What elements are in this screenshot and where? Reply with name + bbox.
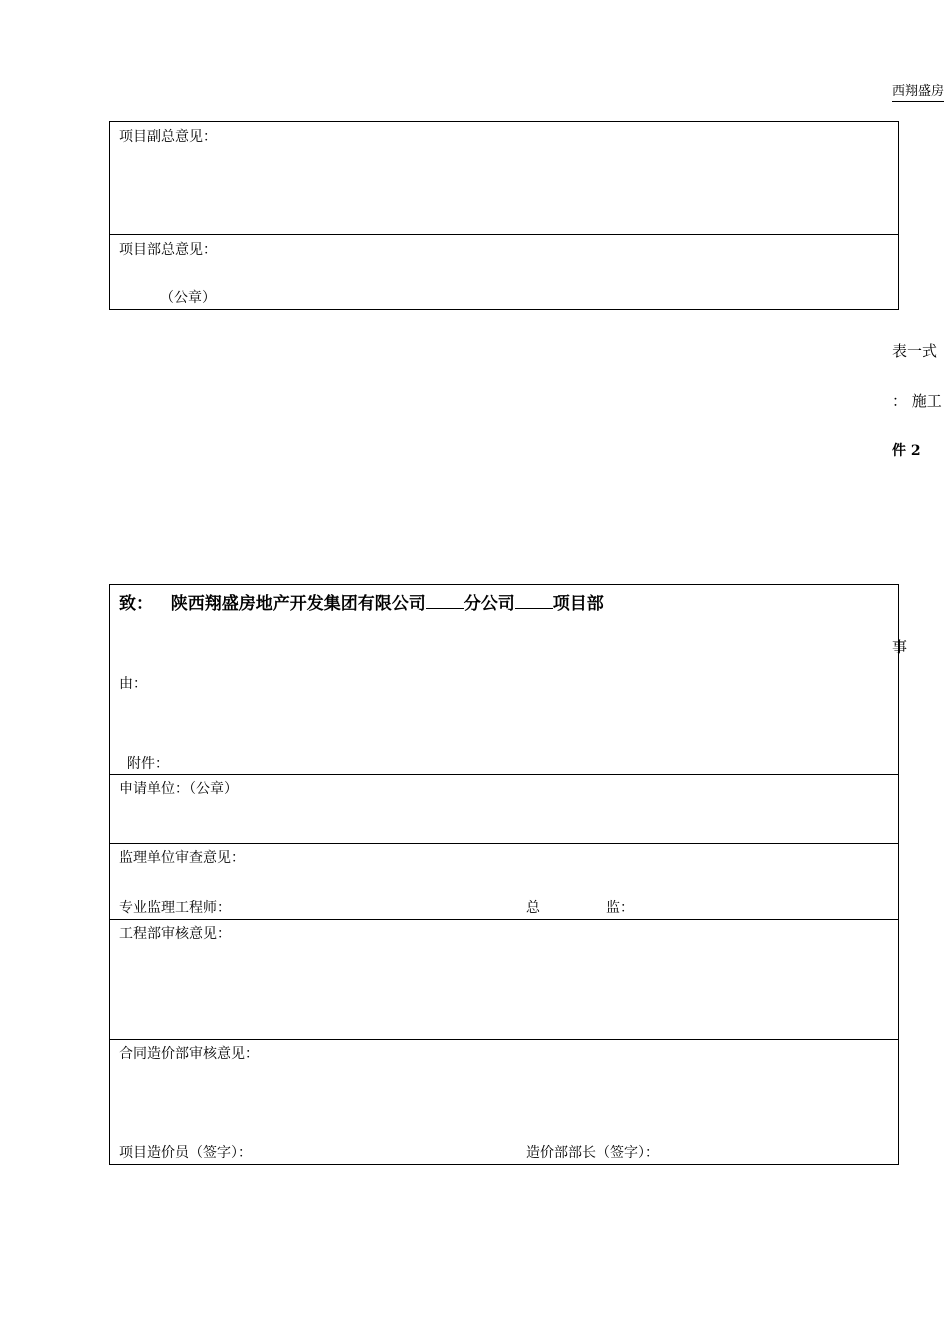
- chief-supervisor-label-2: 监：: [606, 900, 634, 916]
- applicant-label: 申请单位：（公章）: [119, 781, 238, 797]
- attachment-label: 附件：: [127, 756, 169, 772]
- engineering-cell: [110, 920, 898, 1040]
- matter-fragment: 事: [892, 638, 908, 656]
- reason-label: 由：: [119, 676, 147, 692]
- supervision-engineer-label: 专业监理工程师：: [119, 900, 231, 916]
- vice-manager-opinion-label: 项目副总意见：: [119, 129, 217, 145]
- attachment-number-fragment: 件 2: [892, 443, 921, 459]
- form-copy-fragment: 表一式: [892, 342, 938, 360]
- to-label: 致：: [119, 594, 153, 614]
- supervision-opinion-label: 监理单位审查意见：: [119, 850, 245, 866]
- engineering-opinion-label: 工程部审核意见：: [119, 926, 231, 942]
- cost-opinion-label: 合同造价部审核意见：: [119, 1046, 259, 1062]
- addressee-line: [119, 589, 604, 614]
- supervision-cell: [110, 844, 898, 920]
- branch-blank: [426, 594, 464, 609]
- construction-fragment: ： 施工: [892, 392, 942, 410]
- opinion-form-top: [109, 121, 899, 310]
- cost-head-label: 造价部部长（签字）：: [526, 1145, 659, 1161]
- vice-manager-opinion-cell: [110, 122, 898, 235]
- chief-supervisor-label-1: 总: [526, 900, 540, 916]
- project-dept-opinion-label: 项目部总意见：: [119, 242, 217, 258]
- seal-label: （公章）: [160, 290, 216, 306]
- cost-cell: [110, 1040, 898, 1164]
- project-blank: [515, 594, 553, 609]
- project-dept-opinion-cell: [110, 235, 898, 309]
- header-company-fragment: 西翔盛房: [892, 84, 944, 102]
- cost-clerk-label: 项目造价员（签字）：: [119, 1145, 252, 1161]
- applicant-cell: [110, 775, 898, 844]
- branch-suffix: 分公司: [463, 594, 515, 614]
- application-form: [109, 584, 899, 1165]
- project-suffix: 项目部: [552, 594, 604, 614]
- company-name: 陕西翔盛房地产开发集团有限公司: [170, 594, 426, 614]
- addressee-cell: [110, 585, 898, 775]
